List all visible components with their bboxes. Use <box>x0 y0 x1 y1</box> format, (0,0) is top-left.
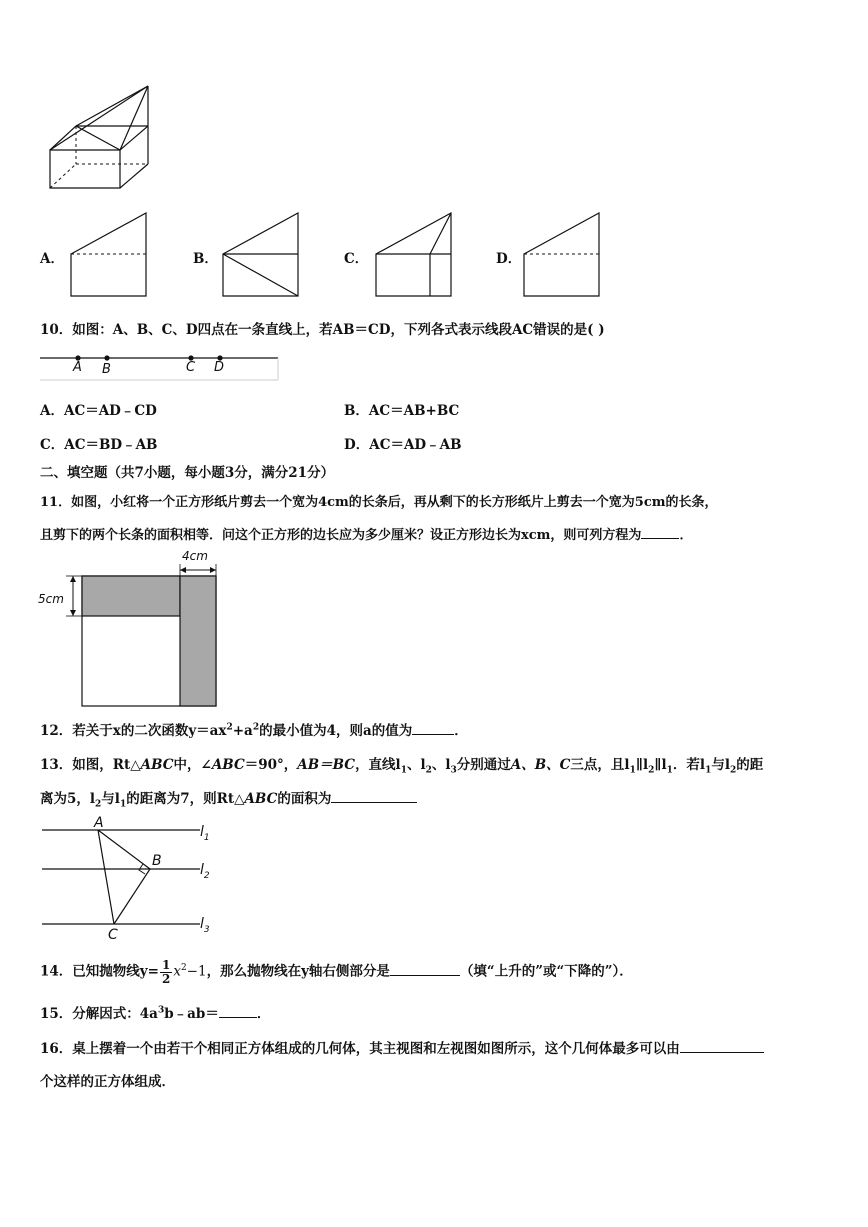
q11-stem-line2: 且剪下的两个长条的面积相等．问这个正方形的边长应为多少厘米？设正方形边长为xcm，则可列方程为 ． <box>40 528 693 543</box>
q14-answer-blank[interactable] <box>390 975 460 976</box>
q9-option-c-label: C． <box>344 251 369 267</box>
q13-label-a: A <box>94 815 104 831</box>
q11-answer-blank[interactable] <box>641 538 679 539</box>
q9-option-b-label: B． <box>193 251 218 267</box>
q13-label-b: B <box>152 853 162 869</box>
q9-option-a-label: A． <box>40 251 64 267</box>
q13-answer-blank[interactable] <box>331 802 417 803</box>
q15-answer-blank[interactable] <box>219 1017 257 1018</box>
q9-option-a-figure <box>70 212 150 298</box>
q9-solid-figure <box>48 82 158 192</box>
q13-stem-line1: 13．如图，Rt△ABC中，∠ABC＝90°，AB＝BC，直线$l_1$、$l_2$、$l_3$分别通过A、B、C三点，且$l_1\parallel l_2\parallel l_1$．若$l_1$与$l_2$的距 <box>40 757 764 776</box>
q11-stem-line1: 11．如图，小红将一个正方形纸片剪去一个宽为4cm的长条后，再从剩下的长方形纸片上剪去一个宽为5cm的长条， <box>40 495 718 510</box>
q13-parallel-lines-figure <box>40 818 220 948</box>
q9-option-d-figure <box>523 212 603 298</box>
q11-square-figure <box>40 550 225 710</box>
q10-point-d: D <box>214 360 225 375</box>
q11-label-4cm: 4cm <box>182 549 208 563</box>
q9-option-d-label: D． <box>496 251 522 267</box>
q14-stem: 14．已知抛物线y= $\frac{1}{2}$ $x^2-1$，那么抛物线在y轴右侧部分是 （填“上升的”或“下降的”）． <box>40 957 633 986</box>
q13-label-l3: $l_3$ <box>200 916 210 935</box>
q10-point-c: C <box>186 360 196 375</box>
q16-stem-line1: 16．桌上摆着一个由若干个相同正方体组成的几何体，其主视图和左视图如图所示，这个几何体最多可以由 <box>40 1037 764 1057</box>
section-heading: 二、填空题（共7小题，每小题3分，满分21分） <box>40 465 335 481</box>
q12-stem: 12．若关于x的二次函数$y=ax^2+a^2$的最小值为4，则a的值为 ． <box>40 722 468 739</box>
q15-stem: 15．分解因式：$4a^3b﹣ab=$ ． <box>40 1005 271 1022</box>
q10-point-a: A <box>73 360 82 375</box>
q12-answer-blank[interactable] <box>412 734 454 735</box>
q9-option-b-figure <box>222 212 302 298</box>
q14-fraction: $\frac{1}{2}$ <box>161 957 171 986</box>
q10-option-a: A．AC＝AD﹣CD <box>40 403 157 419</box>
q16-stem-line2: 个这样的正方体组成． <box>40 1074 175 1090</box>
q10-option-b: B．AC＝AB+BC <box>344 403 460 419</box>
q9-option-c-figure <box>375 212 455 298</box>
q13-label-l1: $l_1$ <box>200 824 210 843</box>
q13-label-c: C <box>108 927 118 943</box>
q11-label-5cm: 5cm <box>38 592 64 606</box>
q13-label-l2: $l_2$ <box>200 862 210 881</box>
q10-stem: 10．如图：A、B、C、D四点在一条直线上，若AB＝CD，下列各式表示线段AC错误的是( ) <box>40 322 605 338</box>
q13-stem-line2: 离为5，$l_2$与$l_1$的距离为7，则Rt△ABC的面积为 <box>40 787 417 810</box>
q10-option-d: D．AC＝AD﹣AB <box>344 437 462 453</box>
q16-answer-blank[interactable] <box>680 1052 764 1053</box>
q10-option-c: C．AC＝BD﹣AB <box>40 437 158 453</box>
q10-point-b: B <box>102 362 111 377</box>
